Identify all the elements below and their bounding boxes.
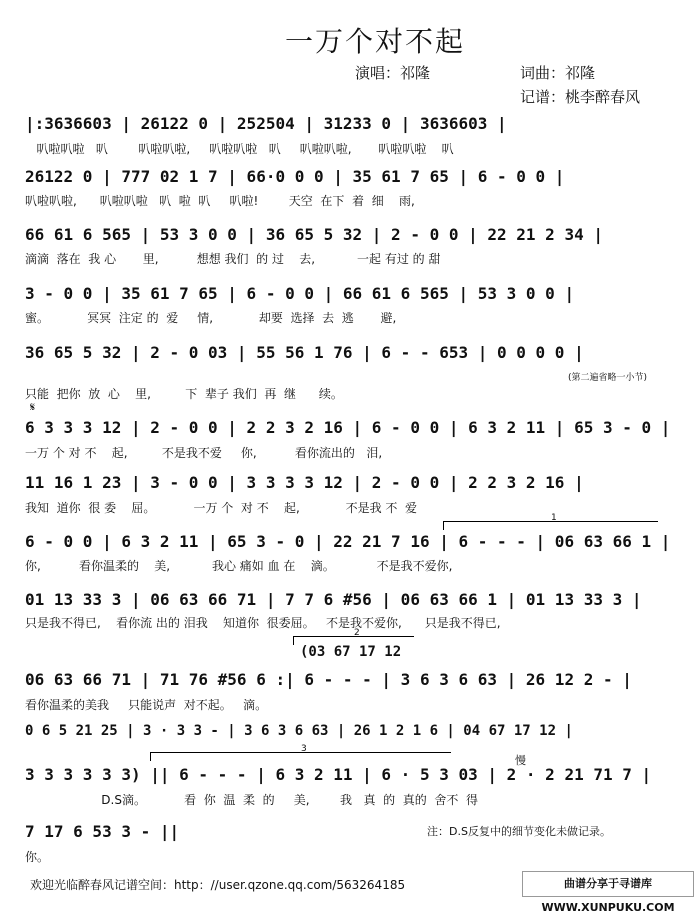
notation-row: 6 3 3 3 12 | 2 - 0 0 | 2 2 3 2 16 | 6 - 0 0 | 6 3 2 11 | 65 3 - 0 | <box>25 418 671 437</box>
lyrics-row: 叭啦叭啦 叭 叭啦叭啦, 叭啦叭啦 叭 叭啦叭啦, 叭啦叭啦 叭 <box>25 142 454 156</box>
interlude-notes: (03 67 17 12 <box>300 644 402 660</box>
volta-3: 3 <box>150 752 451 761</box>
lyrics-row: 只能 把你 放 心 里, 下 辈子 我们 再 继 续。 <box>25 387 343 401</box>
notation-row: 3 3 3 3 3 3) || 6 - - - | 6 3 2 11 | 6 · 5 3 03 | 2 · 2 21 71 7 | <box>25 765 652 784</box>
slow-mark: 慢 <box>515 754 526 767</box>
notation-row: 3 - 0 0 | 35 61 7 65 | 6 - 0 0 | 66 61 6 565 | 53 3 0 0 | <box>25 284 575 303</box>
lyrics-row: D.S滴。 看 你 温 柔 的 美, 我 真 的 真的 舍不 得 <box>25 793 478 807</box>
notation-row: 7 17 6 53 3 - || <box>25 822 180 841</box>
composer-credit: 词曲：祁隆 <box>520 64 596 82</box>
notation-row: 26122 0 | 777 02 1 7 | 66·0 0 0 | 35 61 7 65 | 6 - 0 0 | <box>25 167 565 186</box>
lyrics-row: 看你温柔的美我 只能说声 对不起。 滴。 <box>25 698 268 712</box>
transcriber-credit: 记谱：桃李醉春风 <box>520 88 641 106</box>
lyrics-row: 我知 道你 很 委 屈。 一万 个 对 不 起, 不是我 不 爱 <box>25 501 418 515</box>
lyrics-row: 蜜。 冥冥 注定 的 爱 情, 却要 选择 去 逃 避, <box>25 311 397 325</box>
lyrics-row: 你, 看你温柔的 美, 我心 痛如 血 在 滴。 不是我不爱你, <box>25 559 453 573</box>
notation-row: 06 63 66 71 | 71 76 #56 6 :| 6 - - - | 3 6 3 6 63 | 26 12 2 - | <box>25 670 632 689</box>
volta-2: 2 <box>293 636 414 645</box>
notation-row: 6 - 0 0 | 6 3 2 11 | 65 3 - 0 | 22 21 7 16 | 6 - - - | 06 63 66 1 | <box>25 532 671 551</box>
lyrics-row: 只是我不得已, 看你流 出的 泪我 知道你 很委屈。 不是我不爱你, 只是我不得已, <box>25 616 501 630</box>
lyrics-row: 叭啦叭啦, 叭啦叭啦 叭 啦 叭 叭啦! 天空 在下 着 细 雨, <box>25 194 415 208</box>
volta-1: 1 <box>443 521 658 530</box>
notation-row: 01 13 33 3 | 06 63 66 71 | 7 7 6 #56 | 06 63 66 1 | 01 13 33 3 | <box>25 590 642 609</box>
segno-sign: 𝄋 <box>30 400 36 414</box>
second-time-note: (第二遍省略一小节) <box>568 373 648 383</box>
song-title: 一万个对不起 <box>285 25 466 58</box>
lyrics-row: 滴滴 落在 我 心 里, 想想 我们 的 过 去, 一起 有过 的 甜 <box>25 252 441 266</box>
footer-link[interactable]: 欢迎光临醉春风记谱空间：http：//user.qzone.qq.com/563264185 <box>30 878 406 892</box>
lyrics-row: 你。 <box>25 850 50 864</box>
watermark-logo: 曲谱分享于寻谱库 WWW.XUNPUKU.COM <box>522 871 694 897</box>
notation-row: 36 65 5 32 | 2 - 0 03 | 55 56 1 76 | 6 - - 653 | 0 0 0 0 | <box>25 343 584 362</box>
notation-row: 66 61 6 565 | 53 3 0 0 | 36 65 5 32 | 2 - 0 0 | 22 21 2 34 | <box>25 225 603 244</box>
footnote: 注：D.S反复中的细节变化未做记录。 <box>427 825 611 838</box>
singer-credit: 演唱：祁隆 <box>355 64 431 82</box>
notation-row: 11 16 1 23 | 3 - 0 0 | 3 3 3 3 12 | 2 - 0 0 | 2 2 3 2 16 | <box>25 473 584 492</box>
lyrics-row: 一万 个 对 不 起, 不是我不爱 你, 看你流出的 泪, <box>25 446 383 460</box>
notation-row: 0 6 5 21 25 | 3 · 3 3 - | 3 6 3 6 63 | 26 1 2 1 6 | 04 67 17 12 | <box>25 723 573 739</box>
notation-row: |:3636603 | 26122 0 | 252504 | 31233 0 | 3636603 | <box>25 114 507 133</box>
